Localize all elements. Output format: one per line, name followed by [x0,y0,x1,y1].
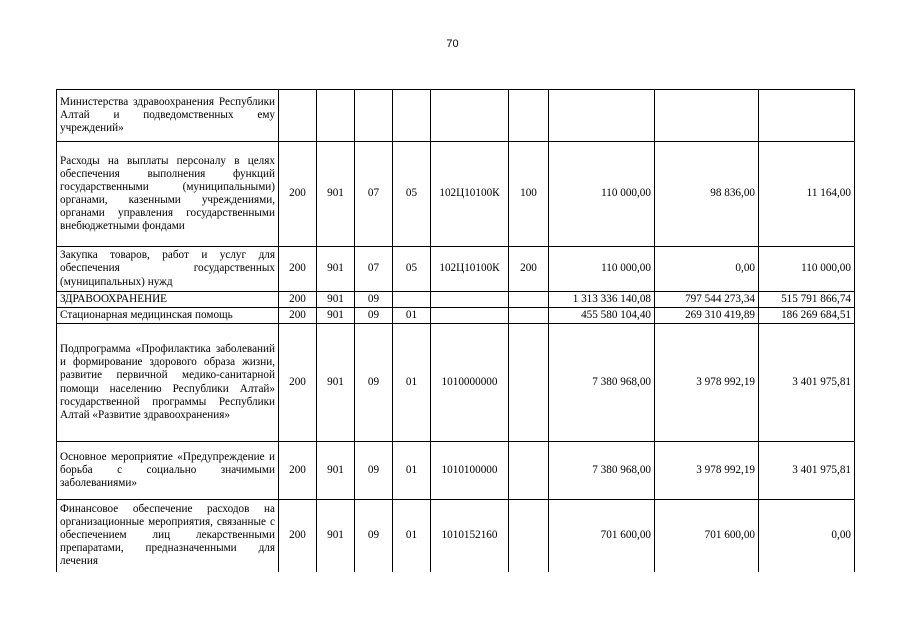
cell-sum-remainder: 3 401 975,81 [759,324,855,442]
cell-glava [279,90,317,142]
row-name: Закупка товаров, работ и услуг для обеспечения государственных (муниципальных) нужд [57,247,279,292]
cell-sum-plan: 701 600,00 [549,500,655,572]
cell-sum-executed: 701 600,00 [655,500,759,572]
cell-csr [431,292,509,308]
cell-csr: 1010000000 [431,324,509,442]
cell-sum-plan: 1 313 336 140,08 [549,292,655,308]
cell-vr [509,442,549,500]
cell-vr [509,324,549,442]
cell-sum-plan: 7 380 968,00 [549,442,655,500]
cell-pr: 09 [355,442,393,500]
budget-table [56,89,855,572]
cell-psr [393,292,431,308]
table-row [57,142,855,247]
cell-psr: 01 [393,442,431,500]
cell-sum-executed: 269 310 419,89 [655,308,759,324]
cell-glava: 200 [279,247,317,292]
cell-vr: 100 [509,142,549,247]
table-row [57,308,855,324]
cell-psr [393,90,431,142]
cell-psr: 01 [393,324,431,442]
row-name: Финансовое обеспечение расходов на организационные мероприятия, связанные с обеспечением лиц лекарственными препаратами, предназначенными для лечения [57,500,279,572]
cell-psr: 01 [393,308,431,324]
cell-rz: 901 [317,292,355,308]
page-number: 70 [446,38,459,50]
cell-vr [509,308,549,324]
cell-psr: 05 [393,247,431,292]
cell-pr: 09 [355,500,393,572]
row-name: Министерства здравоохранения Республики Алтай и подведомственных ему учреждений» [57,90,279,142]
cell-csr [431,90,509,142]
cell-sum-plan: 110 000,00 [549,247,655,292]
cell-rz: 901 [317,308,355,324]
cell-sum-executed: 98 836,00 [655,142,759,247]
cell-pr: 09 [355,308,393,324]
cell-sum-remainder: 515 791 866,74 [759,292,855,308]
cell-rz: 901 [317,500,355,572]
cell-sum-executed [655,90,759,142]
cell-rz: 901 [317,142,355,247]
cell-psr: 01 [393,500,431,572]
cell-vr [509,90,549,142]
cell-sum-plan: 110 000,00 [549,142,655,247]
cell-glava: 200 [279,324,317,442]
cell-sum-executed: 797 544 273,34 [655,292,759,308]
cell-glava: 200 [279,308,317,324]
cell-rz [317,90,355,142]
cell-sum-plan: 7 380 968,00 [549,324,655,442]
row-name: Подпрограмма «Профилактика заболеваний и формирование здорового образа жизни, развитие первичной медико-санитарной помощи населению Республики Алтай» государственной программы Республики Алтай «Развитие здравоохранения» [57,324,279,442]
cell-csr: 102Ц10100К [431,247,509,292]
cell-pr: 09 [355,324,393,442]
row-name: Основное мероприятие «Предупреждение и борьба с социально значимыми заболеваниями» [57,442,279,500]
cell-rz: 901 [317,442,355,500]
row-name: Расходы на выплаты персоналу в целях обеспечения выполнения функций государственными (муниципальными) органами, казенными учреждениями, органами управления государственными внебюджетными фондами [57,142,279,247]
cell-csr: 1010152160 [431,500,509,572]
cell-rz: 901 [317,247,355,292]
cell-sum-remainder: 3 401 975,81 [759,442,855,500]
cell-psr: 05 [393,142,431,247]
cell-sum-remainder: 11 164,00 [759,142,855,247]
cell-rz: 901 [317,324,355,442]
cell-sum-executed: 3 978 992,19 [655,324,759,442]
cell-pr: 07 [355,247,393,292]
cell-vr [509,500,549,572]
cell-sum-remainder [759,90,855,142]
cell-sum-remainder: 110 000,00 [759,247,855,292]
cell-pr [355,90,393,142]
cell-csr [431,308,509,324]
cell-csr: 1010100000 [431,442,509,500]
row-name: ЗДРАВООХРАНЕНИЕ [57,292,279,308]
cell-vr [509,292,549,308]
row-name: Стационарная медицинская помощь [57,308,279,324]
cell-pr: 09 [355,292,393,308]
cell-sum-executed: 3 978 992,19 [655,442,759,500]
cell-glava: 200 [279,442,317,500]
table-row [57,500,855,572]
cell-sum-plan: 455 580 104,40 [549,308,655,324]
cell-csr: 102Ц10100К [431,142,509,247]
cell-sum-executed: 0,00 [655,247,759,292]
cell-glava: 200 [279,292,317,308]
cell-sum-plan [549,90,655,142]
cell-sum-remainder: 186 269 684,51 [759,308,855,324]
table-row [57,90,855,142]
table-row [57,292,855,308]
cell-sum-remainder: 0,00 [759,500,855,572]
cell-glava: 200 [279,142,317,247]
cell-glava: 200 [279,500,317,572]
table-row [57,324,855,442]
table-row [57,247,855,292]
cell-vr: 200 [509,247,549,292]
table-row [57,442,855,500]
cell-pr: 07 [355,142,393,247]
